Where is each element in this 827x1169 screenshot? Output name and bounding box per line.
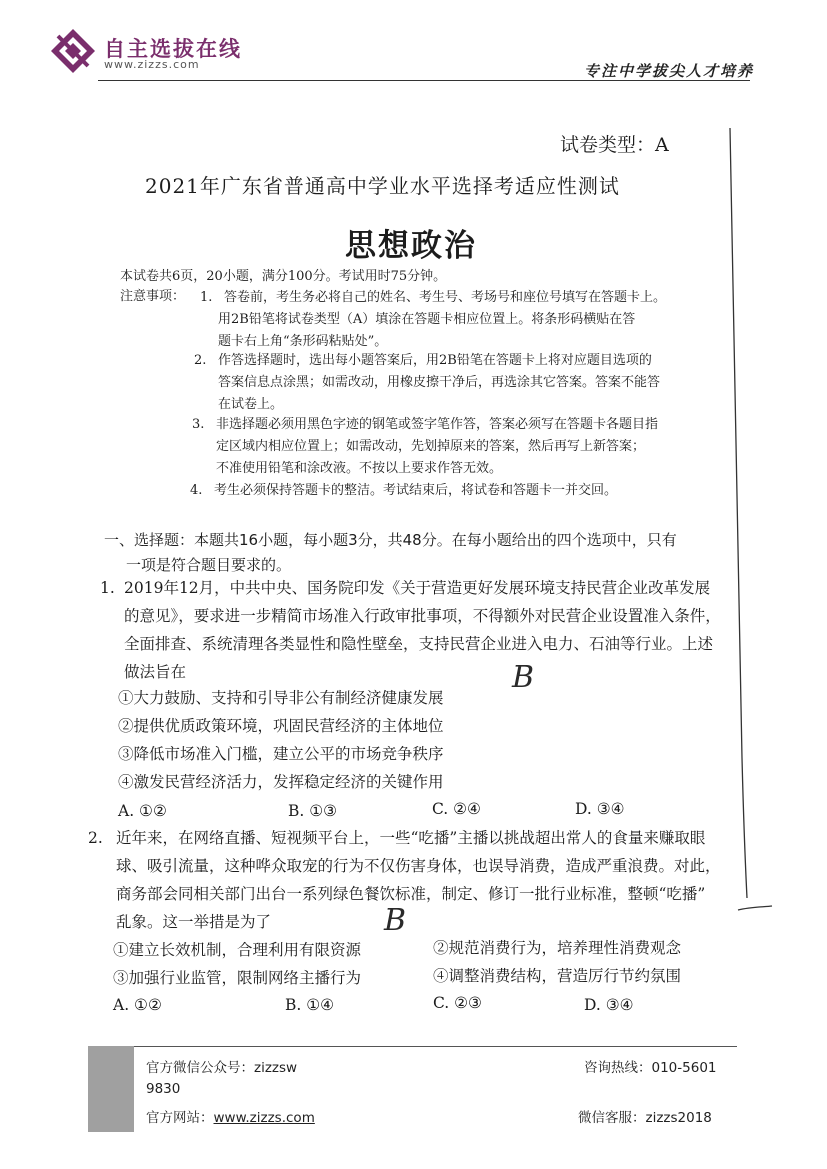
notice-line: 作答选择题时，选出每小题答案后，用2B铅笔在答题卡上将对应题目选项的 (218, 353, 652, 368)
exam-intro: 本试卷共6页，20小题，满分100分。考试用时75分钟。 (120, 269, 447, 284)
question-stem-line: 球、吸引流量，这种哗众取宠的行为不仅伤害身体，也误导消费，造成严重浪费。对此， (116, 857, 721, 875)
statement: ④调整消费结构，营造厉行节约氛围 (433, 967, 682, 985)
statement: ②规范消费行为，培养理性消费观念 (433, 939, 682, 957)
exam-title: 2021年广东省普通高中学业水平选择考适应性测试 (145, 174, 620, 198)
section-heading (104, 528, 677, 578)
notice-number: 3. (192, 417, 205, 432)
question-stem-line: 2019年12月，中共中央、国务院印发《关于营造更好发展环境支持民营企业改革发展 (124, 579, 711, 597)
footer-gray-block (88, 1046, 134, 1132)
question-stem-line: 的意见》，要求进一步精简市场准入行政审批事项，不得额外对民营企业设置准入条件， (124, 607, 721, 625)
section-line: 一、选择题：本题共16小题，每小题3分，共48分。在每小题给出的四个选项中，只有 (104, 531, 677, 549)
notice-item (200, 287, 666, 353)
statement: ④激发民营经济活力，发挥稳定经济的关键作用 (118, 773, 444, 791)
footer-website (146, 1106, 315, 1126)
notice-number: 4. (190, 483, 203, 498)
notice-line: 答卷前，考生务必将自己的姓名、考生号、考场号和座位号填写在答题卡上。 (224, 290, 667, 305)
option-d[interactable]: D. ③④ (584, 996, 634, 1014)
question-stem-line: 做法旨在 (124, 663, 187, 681)
statement: ③加强行业监管，限制网络主播行为 (113, 969, 362, 987)
footer-hotline-cont: 9830 (146, 1081, 181, 1097)
option-a[interactable]: A. ①② (113, 996, 162, 1014)
footer-site-link[interactable]: www.zizzs.com (213, 1110, 315, 1126)
handwritten-answer: B (384, 903, 407, 938)
brand-name: 自主选拔在线 (104, 36, 242, 61)
notice-line: 题卡右上角“条形码粘贴处”。 (218, 334, 388, 349)
paper-type: 试卷类型：A (560, 134, 669, 156)
question-stem-line: 商务部会同相关部门出台一系列绿色餐饮标准，制定、修订一批行业标准，整顿“吃播” (116, 885, 706, 903)
notice-label: 注意事项： (120, 289, 186, 304)
notice-item (190, 480, 617, 502)
header-divider (98, 80, 750, 81)
notice-line: 答案信息点涂黑；如需改动，用橡皮擦干净后，再选涂其它答案。答案不能答 (218, 375, 661, 390)
question-stem-line: 全面排查、系统清理各类显性和隐性壁垒，支持民营企业进入电力、石油等行业。上述 (124, 635, 714, 653)
footer-site-prefix: 官方网站： (146, 1110, 214, 1126)
footer-hotline: 咨询热线：010-5601 (584, 1060, 717, 1076)
statement-list (118, 684, 444, 796)
subject-title: 思想政治 (345, 228, 477, 264)
statement: ②提供优质政策环境，巩固民营经济的主体地位 (118, 717, 444, 735)
notice-line: 不准使用铅笔和涂改液。不按以上要求作答无效。 (216, 461, 503, 476)
statement: ③降低市场准入门槛，建立公平的市场竞争秩序 (118, 745, 444, 763)
brand-logo-icon (50, 28, 96, 74)
brand-url[interactable]: www.zizzs.com (104, 58, 200, 71)
option-c[interactable]: C. ②④ (432, 800, 481, 818)
question-stem-line: 乱象。这一举措是为了 (116, 913, 272, 931)
notice-item (194, 350, 660, 416)
statement: ①建立长效机制，合理利用有限资源 (113, 941, 362, 959)
question-number: 2. (88, 829, 103, 847)
option-b[interactable]: B. ①③ (288, 802, 338, 820)
question-stem-line: 近年来，在网络直播、短视频平台上，一些“吃播”主播以挑战超出常人的食量来赚取眼 (116, 829, 706, 847)
option-a[interactable]: A. ①② (118, 802, 167, 820)
header-slogan: 专注中学拔尖人才培养 (584, 62, 755, 80)
section-line: 一项是符合题目要求的。 (126, 556, 292, 574)
question-1 (100, 574, 721, 686)
margin-pen-mark (720, 118, 780, 918)
footer-divider (134, 1046, 737, 1047)
option-b[interactable]: B. ①④ (285, 996, 335, 1014)
statement: ①大力鼓励、支持和引导非公有制经济健康发展 (118, 689, 444, 707)
footer-service: 微信客服：zizzs2018 (578, 1110, 712, 1126)
notice-number: 2. (194, 353, 207, 368)
notice-line: 定区域内相应位置上；如需改动，先划掉原来的答案，然后再写上新答案； (216, 439, 646, 454)
question-number: 1. (100, 579, 115, 597)
notice-item (192, 414, 658, 480)
notice-line: 非选择题必须用黑色字迹的钢笔或签字笔作答，答案必须写在答题卡各题目指 (216, 417, 659, 432)
option-d[interactable]: D. ③④ (575, 800, 625, 818)
handwritten-answer: B (512, 660, 535, 695)
option-c[interactable]: C. ②③ (433, 994, 482, 1012)
notice-line: 用2B铅笔将试卷类型（A）填涂在答题卡相应位置上。将条形码横贴在答 (218, 312, 636, 327)
notice-number: 1. (200, 290, 213, 305)
notice-line: 在试卷上。 (218, 397, 284, 412)
notice-line: 考生必须保持答题卡的整洁。考试结束后，将试卷和答题卡一并交回。 (214, 483, 618, 498)
footer-wechat: 官方微信公众号：zizzsw (146, 1060, 298, 1076)
